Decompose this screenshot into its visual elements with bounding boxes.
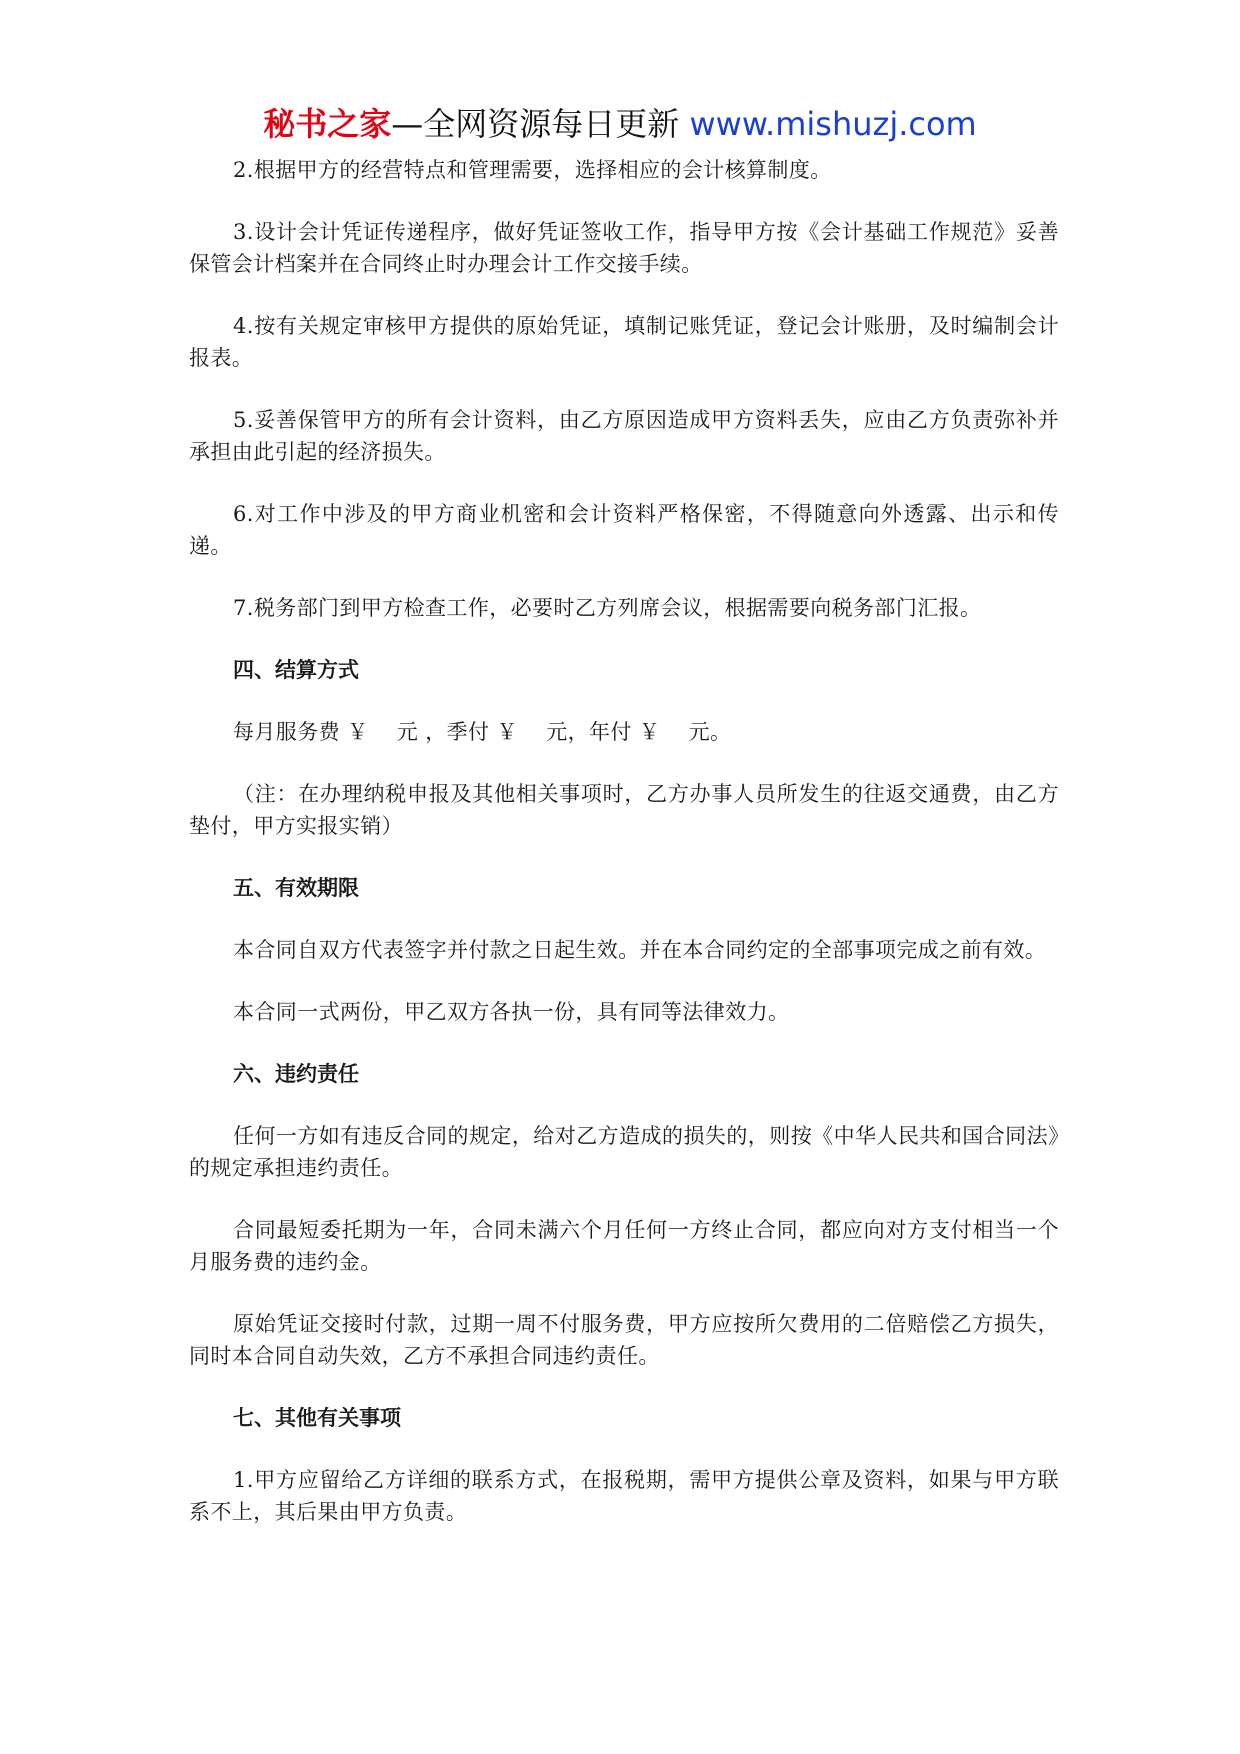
clause-4: 4.按有关规定审核甲方提供的原始凭证，填制记账凭证，登记会计账册，及时编制会计报表。 bbox=[189, 314, 1059, 370]
site-url: www.mishuzj.com bbox=[689, 105, 977, 143]
validity-paragraph-1: 本合同自双方代表签字并付款之日起生效。并在本合同约定的全部事项完成之前有效。 bbox=[233, 938, 1047, 962]
clause-2: 2.根据甲方的经营特点和管理需要，选择相应的会计核算制度。 bbox=[233, 158, 832, 182]
document-body bbox=[189, 154, 1059, 1558]
liability-paragraph-2: 合同最短委托期为一年，合同未满六个月任何一方终止合同，都应向对方支付相当一个月服务费的违约金。 bbox=[189, 1218, 1059, 1274]
brand-name: 秘书之家 bbox=[263, 105, 392, 143]
clause-5: 5.妥善保管甲方的所有会计资料，由乙方原因造成甲方资料丢失，应由乙方负责弥补并承担由此引起的经济损失。 bbox=[189, 408, 1059, 464]
banner-slogan: —全网资源每日更新 bbox=[391, 105, 690, 143]
fee-line: 每月服务费 ￥ 元 ，季付 ￥ 元，年付 ￥ 元。 bbox=[233, 720, 732, 744]
clause-3: 3.设计会计凭证传递程序，做好凭证签收工作，指导甲方按《会计基础工作规范》妥善保管会计档案并在合同终止时办理会计工作交接手续。 bbox=[189, 220, 1059, 276]
clause-7: 7.税务部门到甲方检查工作，必要时乙方列席会议，根据需要向税务部门汇报。 bbox=[233, 596, 982, 620]
other-clause-1: 1.甲方应留给乙方详细的联系方式，在报税期，需甲方提供公章及资料，如果与甲方联系不上，其后果由甲方负责。 bbox=[189, 1468, 1059, 1524]
section-heading-validity: 五、有效期限 bbox=[233, 876, 359, 900]
section-heading-other: 七、其他有关事项 bbox=[233, 1406, 401, 1430]
section-heading-liability: 六、违约责任 bbox=[233, 1062, 359, 1086]
clause-6: 6.对工作中涉及的甲方商业机密和会计资料严格保密，不得随意向外透露、出示和传递。 bbox=[189, 502, 1059, 558]
fee-note: （注：在办理纳税申报及其他相关事项时，乙方办事人员所发生的往返交通费，由乙方垫付，甲方实报实销） bbox=[189, 782, 1059, 838]
liability-paragraph-1: 任何一方如有违反合同的规定，给对乙方造成的损失的，则按《中华人民共和国合同法》的规定承担违约责任。 bbox=[189, 1124, 1059, 1180]
section-heading-settlement: 四、结算方式 bbox=[233, 658, 359, 682]
liability-paragraph-3: 原始凭证交接时付款，过期一周不付服务费，甲方应按所欠费用的二倍赔偿乙方损失，同时本合同自动失效，乙方不承担合同违约责任。 bbox=[189, 1312, 1059, 1368]
validity-paragraph-2: 本合同一式两份，甲乙双方各执一份，具有同等法律效力。 bbox=[233, 1000, 790, 1024]
header-banner bbox=[0, 104, 1240, 144]
